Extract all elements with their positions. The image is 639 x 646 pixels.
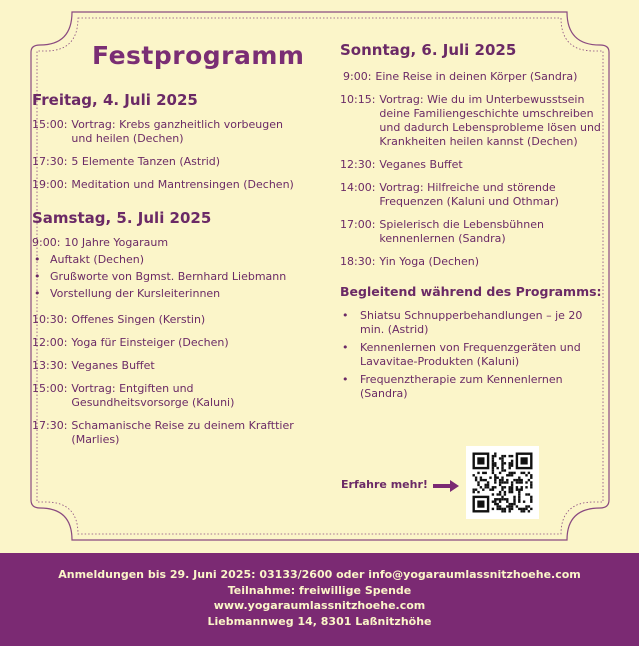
participation-info: Teilnahme: freiwillige Spende xyxy=(227,583,412,597)
list-item: 9:00: 10 Jahre Yogaraum xyxy=(32,236,169,249)
list-item: 13:30: Veganes Buffet xyxy=(32,359,155,372)
registration-info: Anmeldungen bis 29. Juni 2025: 03133/2600 oder info@yogaraumlassnitzhoehe.com xyxy=(58,568,581,581)
arrow-right-icon xyxy=(433,480,459,492)
list-item: 17:30: Schamanische Reise zu deinem Krafttier (Marlies) xyxy=(32,419,294,446)
list-item: • Vorstellung der Kursleiterinnen xyxy=(32,287,294,301)
list-item: 18:30: Yin Yoga (Dechen) xyxy=(340,255,480,268)
list-item: • Grußworte von Bgmst. Bernhard Liebmann xyxy=(32,270,294,284)
website-link[interactable]: www.yogaraumlassnitzhoehe.com xyxy=(213,599,426,612)
list-item: • Frequenztherapie zum Kennenlernen (Sandra) xyxy=(340,373,608,401)
page-title: Festprogramm xyxy=(92,41,305,70)
list-item: 19:00: Meditation und Mantrensingen (Dechen) xyxy=(32,178,294,191)
qr-code[interactable] xyxy=(466,446,539,519)
list-item: 15:00: Vortrag: Krebs ganzheitlich vorbeugen und heilen (Dechen) xyxy=(32,118,283,145)
address: Liebmannweg 14, 8301 Laßnitzhöhe xyxy=(207,614,432,628)
list-item: • Kennenlernen von Frequenzgeräten und Lavavitae-Produkten (Kaluni) xyxy=(340,341,608,369)
left-column xyxy=(32,40,305,456)
accompanying-heading: Begleitend während des Programms: xyxy=(340,284,602,299)
list-item: 14:00: Vortrag: Hilfreiche und störende Frequenzen (Kaluni und Othmar) xyxy=(340,181,559,208)
more-label: Erfahre mehr! xyxy=(341,478,428,491)
list-item: 9:00: Eine Reise in deinen Körper (Sandra) xyxy=(343,70,578,83)
list-item: • Shiatsu Schnupperbehandlungen – je 20 min. (Astrid) xyxy=(340,309,608,337)
list-item: 17:00: Spielerisch die Lebensbühnen kennenlernen (Sandra) xyxy=(340,218,544,245)
right-column xyxy=(340,40,608,405)
list-item: 17:30: 5 Elemente Tanzen (Astrid) xyxy=(32,155,221,168)
saturday-heading: Samstag, 5. Juli 2025 xyxy=(32,209,212,227)
list-item: 10:30: Offenes Singen (Kerstin) xyxy=(32,313,206,326)
sunday-heading: Sonntag, 6. Juli 2025 xyxy=(340,41,517,59)
footer xyxy=(0,553,639,646)
saturday-bullets xyxy=(32,253,294,301)
list-item: 15:00: Vortrag: Entgiften und Gesundheitsvorsorge (Kaluni) xyxy=(32,382,235,409)
accompanying-list xyxy=(340,309,608,401)
list-item: 12:00: Yoga für Einsteiger (Dechen) xyxy=(32,336,229,349)
list-item: 12:30: Veganes Buffet xyxy=(340,158,463,171)
list-item: 10:15: Vortrag: Wie du im Unterbewusstsein deine Familiengeschichte umschreiben und dadurch Lebensprobleme lösen und Krankheiten heilen kannst (Dechen) xyxy=(340,93,601,148)
list-item: • Auftakt (Dechen) xyxy=(32,253,294,267)
friday-heading: Freitag, 4. Juli 2025 xyxy=(32,91,198,109)
